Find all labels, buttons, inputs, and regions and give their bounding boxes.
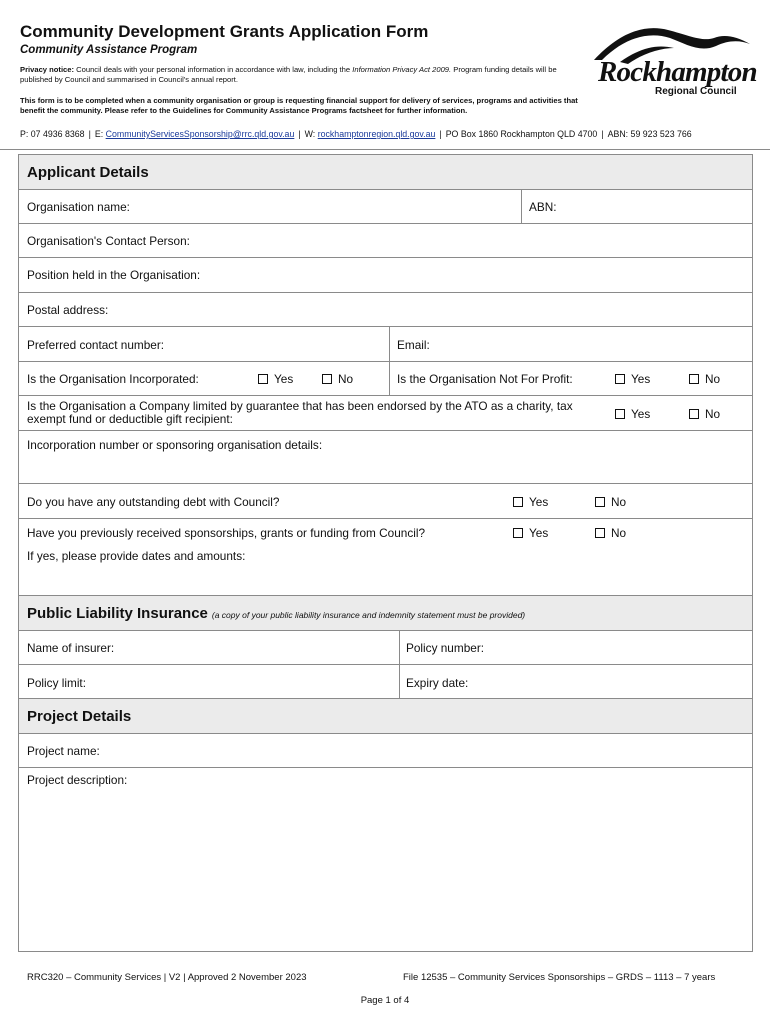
section-title-text: Public Liability Insurance bbox=[27, 605, 208, 622]
column-divider bbox=[399, 631, 400, 664]
section-title: Project Details bbox=[27, 708, 132, 725]
row-policy-limit bbox=[19, 665, 752, 699]
company-limited-label: Is the Organisation a Company limited by guarantee that has been endorsed by the ATO as a charity, tax exempt fund or deductible gift recipient: bbox=[27, 399, 573, 426]
contact-number-label: Preferred contact number: bbox=[27, 338, 165, 352]
company-no-option[interactable] bbox=[689, 407, 720, 421]
project-name-label: Project name: bbox=[27, 744, 100, 758]
incorporated-no-option[interactable] bbox=[322, 372, 353, 386]
row-position-held bbox=[19, 258, 752, 293]
checkbox-icon[interactable] bbox=[258, 374, 268, 384]
privacy-act: Information Privacy Act 2009. bbox=[352, 65, 452, 74]
incorporated-label: Is the Organisation Incorporated: bbox=[27, 372, 199, 386]
policy-number-label: Policy number: bbox=[406, 641, 485, 655]
separator: | bbox=[88, 129, 91, 139]
option-label: Yes bbox=[274, 372, 294, 386]
not-for-profit-label: Is the Organisation Not For Profit: bbox=[397, 372, 573, 386]
checkbox-icon[interactable] bbox=[615, 409, 625, 419]
row-insurer bbox=[19, 631, 752, 665]
page-title: Community Development Grants Application Form bbox=[20, 22, 429, 41]
policy-limit-label: Policy limit: bbox=[27, 676, 86, 690]
contact-phone: P: 07 4936 8368 bbox=[20, 129, 85, 139]
row-postal-address bbox=[19, 293, 752, 327]
row-contact-number bbox=[19, 327, 752, 362]
page-subtitle: Community Assistance Program bbox=[20, 44, 198, 56]
option-label: No bbox=[705, 407, 721, 421]
row-organisation-name bbox=[19, 190, 752, 224]
checkbox-icon[interactable] bbox=[615, 374, 625, 384]
section-applicant-details bbox=[19, 155, 752, 190]
checkbox-icon[interactable] bbox=[595, 528, 605, 538]
previous-funding-label: Have you previously received sponsorships, grants or funding from Council? bbox=[27, 526, 426, 540]
not-for-profit-no-option[interactable] bbox=[689, 372, 720, 386]
web-prefix: W: bbox=[304, 129, 316, 139]
separator: | bbox=[439, 129, 442, 139]
checkbox-icon[interactable] bbox=[513, 497, 523, 507]
previous-no-option[interactable] bbox=[595, 526, 626, 540]
website-link[interactable]: rockhamptonregion.qld.gov.au bbox=[317, 129, 436, 139]
row-incorporated bbox=[19, 362, 752, 396]
checkbox-icon[interactable] bbox=[595, 497, 605, 507]
option-label: Yes bbox=[529, 495, 549, 509]
expiry-date-label: Expiry date: bbox=[406, 676, 469, 690]
purpose-text: This form is to be completed when a community organisation or group is requesting financial support for delivery of services, programs and activities that benefit the community. Please refer to the Guidelines for Community Assistance Programs factsheet for further information. bbox=[20, 96, 578, 115]
column-divider bbox=[389, 362, 390, 395]
row-outstanding-debt bbox=[19, 484, 752, 519]
postal-address-label: Postal address: bbox=[27, 303, 109, 317]
row-company-limited bbox=[19, 396, 752, 431]
column-divider bbox=[399, 665, 400, 698]
option-label: No bbox=[705, 372, 721, 386]
privacy-text-a: Council deals with your personal information in accordance with law, including the bbox=[76, 65, 351, 74]
previous-details-label: If yes, please provide dates and amounts: bbox=[27, 549, 246, 563]
column-divider bbox=[521, 190, 522, 223]
column-divider bbox=[389, 327, 390, 361]
option-label: Yes bbox=[529, 526, 549, 540]
checkbox-icon[interactable] bbox=[689, 374, 699, 384]
row-incorporation-number bbox=[19, 431, 752, 484]
project-description-label: Project description: bbox=[27, 773, 128, 787]
separator: | bbox=[298, 129, 301, 139]
incorporation-number-label: Incorporation number or sponsoring organisation details: bbox=[27, 438, 323, 452]
privacy-notice bbox=[20, 65, 585, 84]
option-label: No bbox=[611, 526, 627, 540]
footer-file-reference: File 12535 – Community Services Sponsorships – GRDS – 1113 – 7 years bbox=[403, 972, 716, 983]
insurer-label: Name of insurer: bbox=[27, 641, 115, 655]
position-held-label: Position held in the Organisation: bbox=[27, 268, 201, 282]
row-project-name bbox=[19, 734, 752, 768]
option-label: Yes bbox=[631, 407, 651, 421]
section-note: (a copy of your public liability insurance and indemnity statement must be provided) bbox=[211, 610, 526, 620]
abn-number: ABN: 59 923 523 766 bbox=[607, 129, 692, 139]
row-contact-person bbox=[19, 224, 752, 258]
email-link[interactable]: CommunityServicesSponsorship@rrc.qld.gov.au bbox=[105, 129, 295, 139]
previous-yes-option[interactable] bbox=[513, 526, 548, 540]
abn-label: ABN: bbox=[529, 200, 557, 214]
not-for-profit-yes-option[interactable] bbox=[615, 372, 650, 386]
contact-line bbox=[20, 129, 692, 139]
option-label: No bbox=[338, 372, 354, 386]
outstanding-debt-label: Do you have any outstanding debt with Council? bbox=[27, 495, 280, 509]
email-prefix: E: bbox=[94, 129, 104, 139]
row-previous-funding bbox=[19, 519, 752, 596]
debt-yes-option[interactable] bbox=[513, 495, 548, 509]
po-box: PO Box 1860 Rockhampton QLD 4700 bbox=[445, 129, 598, 139]
checkbox-icon[interactable] bbox=[513, 528, 523, 538]
footer-form-code: RRC320 – Community Services | V2 | Approved 2 November 2023 bbox=[27, 972, 307, 983]
checkbox-icon[interactable] bbox=[689, 409, 699, 419]
company-yes-option[interactable] bbox=[615, 407, 650, 421]
section-public-liability bbox=[19, 596, 752, 631]
logo-name: Rockhampton bbox=[598, 56, 757, 88]
debt-no-option[interactable] bbox=[595, 495, 626, 509]
logo-subtitle: Regional Council bbox=[655, 86, 737, 97]
separator: | bbox=[601, 129, 604, 139]
page-number: Page 1 of 4 bbox=[360, 995, 410, 1006]
option-label: No bbox=[611, 495, 627, 509]
privacy-text-b: Program funding details will be published by Council and summarised in Council's annual report. bbox=[20, 65, 557, 84]
option-label: Yes bbox=[631, 372, 651, 386]
section-title bbox=[27, 605, 525, 622]
incorporated-yes-option[interactable] bbox=[258, 372, 293, 386]
organisation-name-label: Organisation name: bbox=[27, 200, 130, 214]
section-title: Applicant Details bbox=[27, 164, 149, 181]
council-logo bbox=[590, 22, 760, 102]
application-form bbox=[18, 154, 753, 952]
privacy-label: Privacy notice: bbox=[20, 65, 75, 74]
contact-person-label: Organisation's Contact Person: bbox=[27, 234, 190, 248]
checkbox-icon[interactable] bbox=[322, 374, 332, 384]
section-project-details bbox=[19, 699, 752, 734]
row-project-description bbox=[19, 768, 752, 951]
header-divider bbox=[0, 149, 770, 150]
email-label: Email: bbox=[397, 338, 430, 352]
